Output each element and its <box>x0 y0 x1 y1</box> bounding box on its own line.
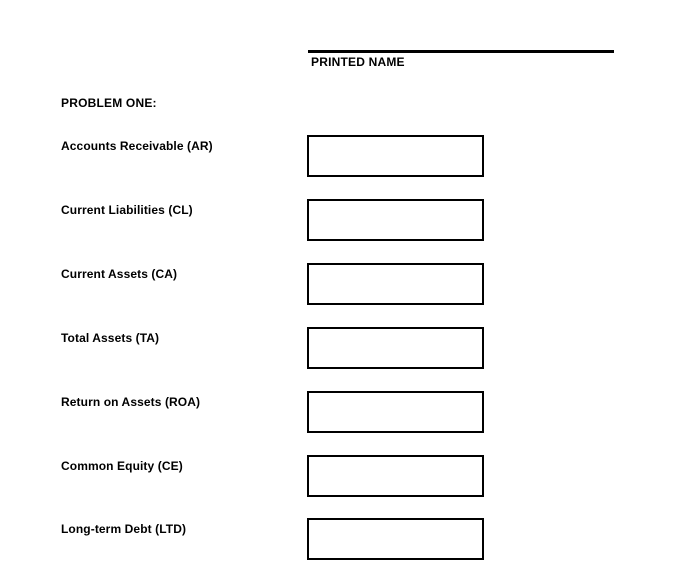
answer-box-total-assets[interactable] <box>307 327 484 369</box>
field-row-accounts-receivable <box>0 135 700 179</box>
field-row-return-on-assets <box>0 391 700 435</box>
answer-box-common-equity[interactable] <box>307 455 484 497</box>
field-label-total-assets: Total Assets (TA) <box>61 331 160 345</box>
printed-name-label: PRINTED NAME <box>311 55 405 69</box>
field-label-long-term-debt: Long-term Debt (LTD) <box>61 522 187 536</box>
printed-name-line[interactable] <box>308 50 614 53</box>
field-row-total-assets <box>0 327 700 371</box>
answer-box-current-assets[interactable] <box>307 263 484 305</box>
problem-one-heading: PROBLEM ONE: <box>61 96 157 110</box>
field-label-common-equity: Common Equity (CE) <box>61 459 183 473</box>
field-label-return-on-assets: Return on Assets (ROA) <box>61 395 201 409</box>
answer-box-accounts-receivable[interactable] <box>307 135 484 177</box>
field-label-current-assets: Current Assets (CA) <box>61 267 178 281</box>
answer-box-current-liabilities[interactable] <box>307 199 484 241</box>
field-row-current-liabilities <box>0 199 700 243</box>
answer-box-return-on-assets[interactable] <box>307 391 484 433</box>
field-label-accounts-receivable: Accounts Receivable (AR) <box>61 139 213 153</box>
field-row-long-term-debt <box>0 518 700 562</box>
field-label-current-liabilities: Current Liabilities (CL) <box>61 203 193 217</box>
answer-box-long-term-debt[interactable] <box>307 518 484 560</box>
field-row-current-assets <box>0 263 700 307</box>
field-row-common-equity <box>0 455 700 499</box>
